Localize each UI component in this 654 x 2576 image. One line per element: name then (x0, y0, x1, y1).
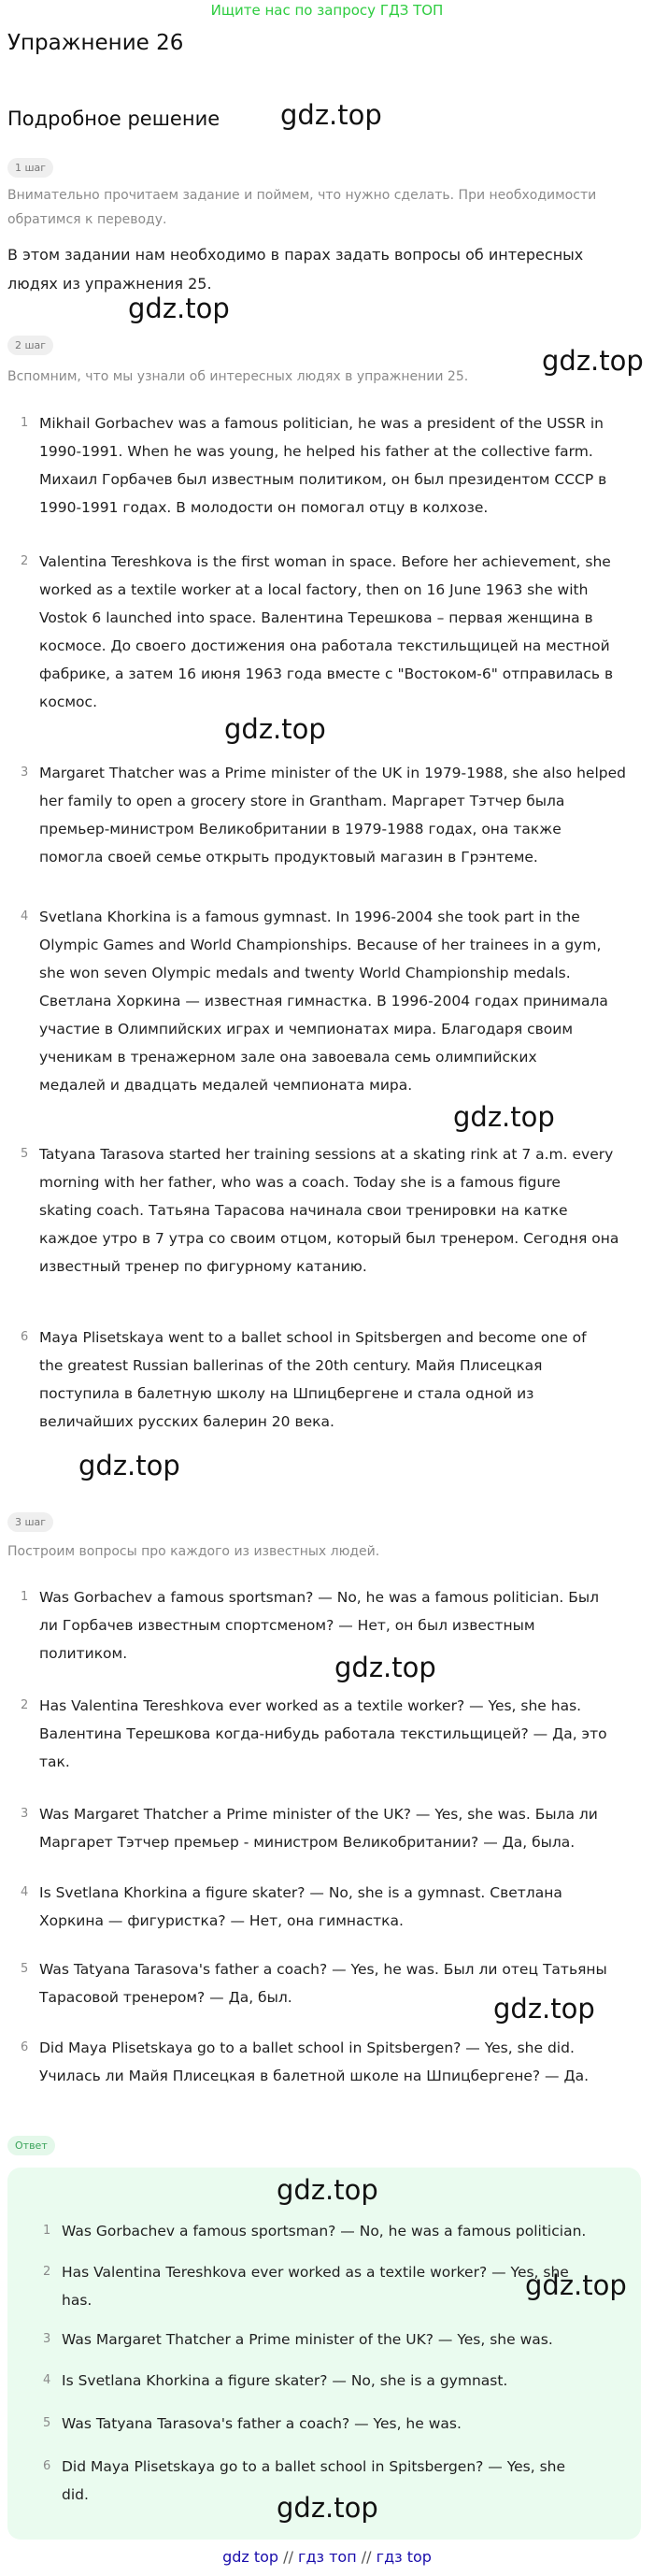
list-item-line: Mikhail Gorbachev was a famous politician, he was a president of the USSR in (39, 415, 604, 432)
list-item-line: worked as a textile worker at a local factory, then on 16 June 1963 she with (39, 581, 589, 598)
step-text-line: В этом задании нам необходимо в парах задать вопросы об интересных (7, 246, 584, 264)
list-item-line: Училась ли Майя Плисецкая в балетной школе на Шпицбергене? — Да. (39, 2068, 590, 2084)
list-item-line: Is Svetlana Khorkina a figure skater? — No, she is a gymnast. Светлана (39, 1884, 562, 1901)
list-item-line: известный тренер по фигурному катанию. (39, 1258, 367, 1275)
list-item-line: премьер-министром Великобритании в 1979-1988 годах, она также (39, 821, 562, 837)
answer-item-number: 5 (43, 2416, 51, 2430)
watermark-text: gdz.top (493, 1993, 595, 2025)
list-item-line: Михаил Горбачев был известным политиком, он был президентом СССР в (39, 471, 607, 488)
list-item-number: 1 (21, 416, 29, 430)
list-item-line: космосе. До своего достижения она работала текстильщицей на местной (39, 637, 610, 654)
step-hint-line: Внимательно прочитаем задание и поймем, что нужно сделать. При необходимости (7, 188, 597, 203)
answer-item-line: Was Margaret Thatcher a Prime minister of the UK? — Yes, she was. (62, 2331, 553, 2348)
list-item-line: Тарасовой тренером? — Да, был. (39, 1989, 292, 2006)
list-item-line: Was Gorbachev a famous sportsman? — No, he was a famous politician. Был (39, 1589, 600, 1606)
list-item-number: 2 (21, 1698, 29, 1712)
answer-item-line: Has Valentina Tereshkova ever worked as a textile worker? — Yes, she (62, 2264, 569, 2281)
list-item-line: политиком. (39, 1645, 128, 1662)
list-item-line: так. (39, 1753, 70, 1770)
list-item-line: Maya Plisetskaya went to a ballet school in Spitsbergen and become one of (39, 1329, 587, 1346)
list-item-line: skating coach. Татьяна Тарасова начинала свои тренировки на катке (39, 1202, 568, 1219)
list-item-number: 3 (21, 766, 29, 780)
answer-item-line: Was Tatyana Tarasova's father a coach? — Yes, he was. (62, 2415, 462, 2432)
step-hint-line: Построим вопросы про каждого из известных людей. (7, 1544, 380, 1559)
list-item-line: 1990-1991 годах. В молодости он помогал отцу в колхозе. (39, 499, 489, 516)
list-item-line: ученикам в тренажерном зале она завоевала семь олимпийских (39, 1049, 537, 1066)
watermark-text: gdz.top (334, 1652, 436, 1683)
footer-links (0, 2544, 654, 2570)
answer-item-line: did. (62, 2486, 89, 2503)
list-item-line: ли Горбачев известным спортсменом? — Нет, он был известным (39, 1617, 535, 1634)
list-item-line: Хоркина — фигуристка? — Нет, она гимнастка. (39, 1912, 404, 1929)
page-title: Упражнение 26 (7, 31, 184, 55)
list-item-line: Did Maya Plisetskaya go to a ballet school in Spitsbergen? — Yes, she did. (39, 2039, 575, 2056)
watermark-text: gdz.top (224, 713, 326, 745)
search-hint-link[interactable]: Ищите нас по запросу ГДЗ ТОП (210, 2, 444, 19)
list-item-number: 3 (21, 1807, 29, 1821)
list-item-number: 2 (21, 554, 29, 568)
step-badge: 2 шаг (7, 336, 53, 355)
list-item-number: 1 (21, 1590, 29, 1604)
watermark-text: gdz.top (280, 99, 382, 131)
step-hint-line: Вспомним, что мы узнали об интересных людях в упражнении 25. (7, 369, 469, 384)
list-item-line: медалей и двадцать медалей чемпионата мира. (39, 1077, 413, 1094)
list-item-line: Was Margaret Thatcher a Prime minister of the UK? — Yes, she was. Была ли (39, 1806, 598, 1823)
watermark-text: gdz.top (128, 293, 230, 324)
answer-item-number: 1 (43, 2224, 51, 2238)
answer-item-number: 6 (43, 2459, 51, 2473)
list-item-line: Валентина Терешкова когда-нибудь работала текстильщицей? — Да, это (39, 1725, 607, 1742)
watermark-text: gdz.top (542, 345, 644, 377)
watermark-text: gdz.top (277, 2174, 378, 2206)
list-item-line: Маргарет Тэтчер премьер - министром Великобритании? — Да, была. (39, 1834, 576, 1851)
list-item-line: каждое утро в 7 утра со своим отцом, который был тренером. Сегодня она (39, 1230, 619, 1247)
list-item-number: 4 (21, 909, 29, 923)
list-item-line: Valentina Tereshkova is the first woman in space. Before her achievement, she (39, 553, 611, 570)
list-item-line: the greatest Russian ballerinas of the 20th century. Майя Плисецкая (39, 1357, 543, 1374)
answer-badge: Ответ (7, 2136, 55, 2155)
footer-link[interactable]: гдз top (376, 2548, 432, 2566)
list-item-line: Светлана Хоркина — известная гимнастка. В 1996-2004 годах принимала (39, 993, 608, 1009)
step-badge: 1 шаг (7, 158, 53, 178)
list-item-line: величайших русских балерин 20 века. (39, 1413, 334, 1430)
list-item-line: Olympic Games and World Championships. Because of her trainees in a gym, (39, 937, 602, 953)
list-item-number: 5 (21, 1962, 29, 1976)
list-item-number: 4 (21, 1885, 29, 1899)
list-item-line: Was Tatyana Tarasova's father a coach? — Yes, he was. Был ли отец Татьяны (39, 1961, 607, 1978)
watermark-text: gdz.top (525, 2269, 627, 2301)
list-item-number: 6 (21, 1330, 29, 1344)
solution-heading: Подробное решение (7, 107, 220, 130)
list-item-line: Margaret Thatcher was a Prime minister of the UK in 1979-1988, she also helped (39, 765, 626, 781)
list-item-line: поступила в балетную школу на Шпицбергене и стала одной из (39, 1385, 534, 1402)
step-text-line: людях из упражнения 25. (7, 275, 212, 293)
list-item-line: Tatyana Tarasova started her training sessions at a skating rink at 7 a.m. every (39, 1146, 614, 1163)
answer-item-line: Did Maya Plisetskaya go to a ballet school in Spitsbergen? — Yes, she (62, 2458, 566, 2475)
footer-separator: // (283, 2548, 293, 2566)
step-badge: 3 шаг (7, 1512, 53, 1532)
watermark-text: gdz.top (453, 1101, 555, 1133)
list-item-line: 1990-1991. When he was young, he helped his father at the collective farm. (39, 443, 593, 460)
list-item-number: 6 (21, 2040, 29, 2054)
watermark-text: gdz.top (277, 2492, 378, 2524)
step-hint-line: обратимся к переводу. (7, 212, 167, 227)
list-item-line: Has Valentina Tereshkova ever worked as a textile worker? — Yes, she has. (39, 1697, 582, 1714)
answer-item-line: Was Gorbachev a famous sportsman? — No, he was a famous politician. (62, 2223, 587, 2240)
list-item-line: помогла своей семье открыть продуктовый магазин в Грэнтеме. (39, 849, 538, 866)
watermark-text: gdz.top (78, 1450, 180, 1481)
list-item-number: 5 (21, 1147, 29, 1161)
answer-item-number: 3 (43, 2332, 51, 2346)
list-item-line: фабрике, а затем 16 июня 1963 года вместе с "Востоком-6" отправилась в (39, 665, 614, 682)
answer-item-line: Is Svetlana Khorkina a figure skater? — No, she is a gymnast. (62, 2372, 508, 2389)
footer-link[interactable]: gdz top (222, 2548, 279, 2566)
list-item-line: Svetlana Khorkina is a famous gymnast. In 1996-2004 she took part in the (39, 909, 580, 925)
list-item-line: her family to open a grocery store in Grantham. Маргарет Тэтчер была (39, 793, 565, 809)
answer-item-number: 4 (43, 2373, 51, 2387)
list-item-line: космос. (39, 694, 97, 710)
list-item-line: участие в Олимпийских играх и чемпионатах мира. Благодаря своим (39, 1021, 574, 1038)
answer-item-line: has. (62, 2292, 92, 2309)
list-item-line: Vostok 6 launched into space. Валентина Терешкова – первая женщина в (39, 609, 593, 626)
footer-link[interactable]: гдз топ (298, 2548, 357, 2566)
list-item-line: she won seven Olympic medals and twenty World Championship medals. (39, 965, 571, 981)
footer-separator: // (361, 2548, 372, 2566)
list-item-line: morning with her father, who was a coach. Today she is a famous figure (39, 1174, 561, 1191)
answer-item-number: 2 (43, 2265, 51, 2279)
